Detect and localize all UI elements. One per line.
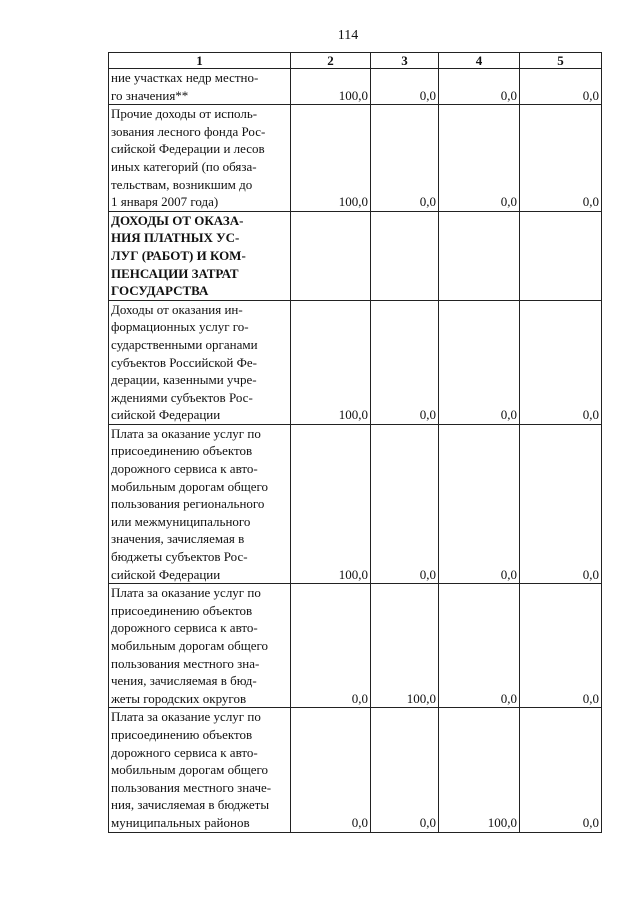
row-description	[109, 69, 291, 105]
value-cell: 100,0	[371, 584, 439, 708]
value-cell: 0,0	[439, 105, 520, 212]
value-cell	[439, 211, 520, 300]
description-line: го значения**	[111, 87, 189, 103]
table-row	[109, 708, 602, 832]
description-line: присоединению объектов	[111, 726, 253, 742]
value-cell: 100,0	[439, 708, 520, 832]
table-row	[109, 105, 602, 212]
description-line: присоединению объектов	[111, 443, 253, 459]
value-cell: 0,0	[520, 105, 602, 212]
description-line: ждениями субъектов Рос-	[111, 389, 253, 405]
value-cell	[371, 211, 439, 300]
description-line: зования лесного фонда Рос-	[111, 123, 266, 139]
description-line: пользования местного значе-	[111, 779, 272, 795]
value-cell: 0,0	[520, 69, 602, 105]
value-cell: 0,0	[520, 584, 602, 708]
value-cell: 0,0	[439, 69, 520, 105]
table-row	[109, 300, 602, 424]
table-row	[109, 584, 602, 708]
column-header: 4	[439, 53, 520, 69]
value-cell: 0,0	[291, 584, 371, 708]
table-row	[109, 211, 602, 300]
row-description	[109, 105, 291, 212]
value-cell: 0,0	[291, 708, 371, 832]
description-line: формационных услуг го-	[111, 319, 249, 335]
description-line: ПЕНСАЦИИ ЗАТРАТ	[111, 265, 239, 281]
page-number: 114	[337, 28, 359, 43]
description-line: дорожного сервиса к авто-	[111, 620, 258, 636]
description-line: сийской Федерации и лесов	[111, 141, 265, 157]
column-header: 1	[109, 53, 291, 69]
description-line: мобильным дорогам общего	[111, 638, 268, 653]
table-row	[109, 69, 602, 105]
value-cell: 0,0	[371, 300, 439, 424]
description-line: ЛУГ (РАБОТ) И КОМ-	[111, 247, 246, 263]
value-cell: 0,0	[520, 708, 602, 832]
description-line: или межмуниципального	[111, 513, 251, 529]
value-cell: 0,0	[520, 300, 602, 424]
value-cell: 0,0	[439, 424, 520, 583]
value-cell: 0,0	[371, 69, 439, 105]
description-line: дорожного сервиса к авто-	[111, 744, 258, 760]
description-line: значения, зачисляемая в	[111, 531, 245, 547]
description-line: Доходы от оказания ин-	[111, 301, 243, 317]
description-line: Плата за оказание услуг по	[111, 585, 261, 601]
value-cell: 100,0	[291, 105, 371, 212]
value-cell: 100,0	[291, 424, 371, 583]
row-description	[109, 300, 291, 424]
value-cell: 0,0	[439, 584, 520, 708]
description-line: НИЯ ПЛАТНЫХ УС-	[111, 230, 240, 246]
description-line: дерации, казенными учре-	[111, 372, 257, 388]
description-line: бюджеты субъектов Рос-	[111, 549, 248, 565]
description-line: муниципальных районов	[111, 814, 250, 830]
description-line: субъектов Российской Фе-	[111, 354, 257, 370]
value-cell: 0,0	[520, 424, 602, 583]
row-description	[109, 424, 291, 583]
description-line: пользования регионального	[111, 496, 265, 512]
column-header: 2	[291, 53, 371, 69]
description-line: присоединению объектов	[111, 602, 253, 618]
description-line: дорожного сервиса к авто-	[111, 461, 258, 477]
description-line: ГОСУДАРСТВА	[111, 283, 209, 299]
value-cell: 0,0	[371, 105, 439, 212]
value-cell: 0,0	[371, 424, 439, 583]
description-line: мобильным дорогам общего	[111, 762, 268, 778]
description-line: ДОХОДЫ ОТ ОКАЗА-	[111, 212, 244, 228]
budget-table	[108, 52, 602, 833]
value-cell: 100,0	[291, 300, 371, 424]
description-line: иных категорий (по обяза-	[111, 158, 257, 174]
description-line: Прочие доходы от исполь-	[111, 106, 258, 122]
value-cell: 100,0	[291, 69, 371, 105]
column-header: 5	[520, 53, 602, 69]
value-cell	[291, 211, 371, 300]
description-line: тельствам, возникшим до	[111, 176, 253, 192]
description-line: сударственными органами	[111, 336, 258, 352]
description-line: Плата за оказание услуг по	[111, 425, 261, 441]
description-line: чения, зачисляемая в бюд-	[111, 673, 257, 689]
value-cell: 0,0	[439, 300, 520, 424]
description-line: пользования местного зна-	[111, 655, 260, 671]
header-row	[109, 53, 602, 69]
description-line: ния, зачисляемая в бюджеты	[111, 797, 270, 813]
table-row	[109, 424, 602, 583]
description-line: ние участках недр местно-	[111, 70, 259, 85]
section-heading	[109, 211, 291, 300]
description-line: Плата за оказание услуг по	[111, 709, 261, 725]
row-description	[109, 708, 291, 832]
description-line: жеты городских округов	[111, 690, 247, 706]
value-cell	[520, 211, 602, 300]
column-header: 3	[371, 53, 439, 69]
row-description	[109, 584, 291, 708]
description-line: 1 января 2007 года)	[111, 194, 219, 210]
value-cell: 0,0	[371, 708, 439, 832]
description-line: сийской Федерации	[111, 566, 221, 582]
description-line: сийской Федерации	[111, 407, 221, 423]
description-line: мобильным дорогам общего	[111, 478, 268, 494]
